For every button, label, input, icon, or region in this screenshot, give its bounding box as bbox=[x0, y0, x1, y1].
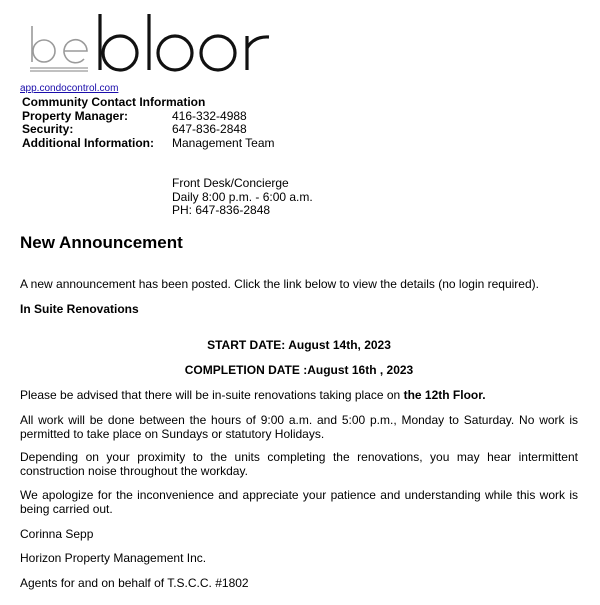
contact-title: Community Contact Information bbox=[22, 95, 206, 109]
contact-info bbox=[22, 96, 275, 150]
signature-company: Horizon Property Management Inc. bbox=[20, 551, 207, 565]
contact-row-security bbox=[22, 123, 275, 137]
condocontrol-link[interactable]: app.condocontrol.com bbox=[20, 83, 119, 94]
contact-row-manager bbox=[22, 110, 275, 124]
para-hours: All work will be done between the hours of 9:00 a.m. and 5:00 p.m., Monday to Saturday. No work is permitted to take place on Sundays or statutory Holidays. bbox=[20, 413, 578, 441]
subject-title: In Suite Renovations bbox=[20, 302, 139, 316]
para-noise: Depending on your proximity to the units completing the renovations, you may hear intermittent construction noise throughout the workday. bbox=[20, 450, 578, 478]
contact-value: 416-332-4988 bbox=[172, 108, 247, 123]
contact-extra-line: PH: 647-836-2848 bbox=[172, 203, 271, 217]
intro-text: A new announcement has been posted. Click the link below to view the details (no login required). bbox=[20, 277, 539, 291]
contact-extra bbox=[172, 177, 313, 218]
bebloor-logo bbox=[28, 12, 273, 74]
signature-name: Corinna Sepp bbox=[20, 527, 94, 541]
contact-key: Security: bbox=[22, 122, 74, 136]
para-location-text: Please be advised that there will be in-suite renovations taking place on bbox=[20, 388, 404, 402]
page-heading: New Announcement bbox=[20, 233, 183, 252]
contact-extra-line: Front Desk/Concierge bbox=[172, 176, 289, 190]
contact-value: Management Team bbox=[172, 135, 275, 150]
contact-extra-line: Daily 8:00 p.m. - 6:00 a.m. bbox=[172, 189, 313, 204]
floor-emphasis: the 12th Floor. bbox=[403, 388, 486, 402]
contact-key: Property Manager: bbox=[22, 108, 129, 123]
contact-row-additional bbox=[22, 137, 275, 151]
completion-date: COMPLETION DATE :August 16th , 2023 bbox=[184, 363, 414, 377]
para-apology: We apologize for the inconvenience and appreciate your patience and understanding while this work is being carried out. bbox=[20, 488, 578, 516]
para-location bbox=[20, 388, 578, 402]
contact-key: Additional Information: bbox=[22, 135, 154, 150]
contact-value: 647-836-2848 bbox=[172, 122, 247, 136]
signature-agents: Agents for and on behalf of T.S.C.C. #1802 bbox=[20, 576, 249, 590]
start-date: START DATE: August 14th, 2023 bbox=[207, 338, 391, 352]
logo-graphic bbox=[28, 12, 273, 74]
